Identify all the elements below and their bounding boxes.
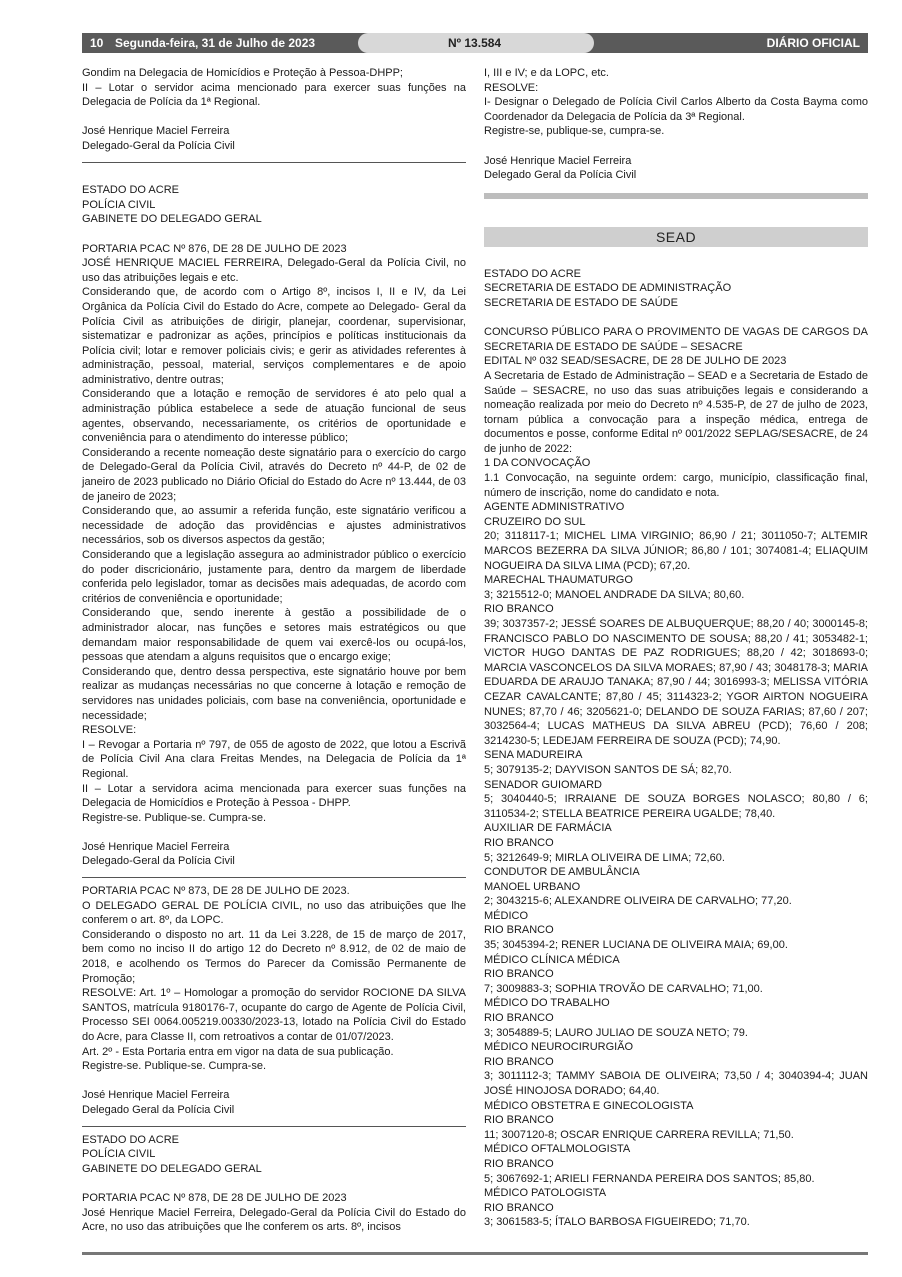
edital-line: A Secretaria de Estado de Administração – SEAD e a Secretaria de Estado de Saúde – SESACRE, no uso das suas atribuições legais e considerando a nomeação realizada por meio do Decreto nº 4.535-P, de 27 de julho de 2023, tornam pública a convocação para a inspeção médica, entrega de documentos e posse, conforme Edital nº 001/2022 SEPLAG/SESACRE, de 24 de junho de 2022: [484,369,868,455]
edital-line: SENADOR GUIOMARD [484,778,602,791]
paragraph: Considerando que, dentro dessa perspectiva, este signatário houve por bem realizar as mudanças necessárias no que concerne à lotação e remoção de servidores nas unidades policiais, com base na conveniência, oportunidade e necessidade; [82,665,466,722]
edital-line: EDITAL Nº 032 SEAD/SESACRE, DE 28 DE JULHO DE 2023 [484,355,787,368]
paragraph: Considerando a recente nomeação deste signatário para o exercício do cargo de Delegado-Geral da Polícia Civil, através do Decreto nº 44-P, de 02 de janeiro de 2023 publicado no Diário Oficial do Estado do Acre nº 13.444, de 03 de janeiro de 2023; [82,446,466,503]
portaria-title: PORTARIA PCAC Nº 878, DE 28 DE JULHO DE 2023 [82,1191,347,1204]
paragraph: Considerando que a legislação assegura ao administrador público o exercício do poder discricionário, justamente para, dentro da margem de liberdade conferida pelo legislador, tomar as decisões mais adequadas, de acordo com critérios de conveniência e oportunidade; [82,549,466,605]
portaria-873 [82,884,466,1118]
edital-line: MÉDICO OFTALMOLOGISTA [484,1143,631,1156]
edital-line: 3; 3054889-5; LAURO JULIAO DE SOUZA NETO; 79. [484,1026,748,1039]
paragraph: I – Revogar a Portaria nº 797, de 055 de agosto de 2022, que lotou a Escrivã de Polícia Civil Ana clara Freitas Mendes, na Delegacia de Polícia da 1ª Regional. [82,738,466,780]
edital-line: 2; 3043215-6; ALEXANDRE OLIVEIRA DE CARVALHO; 77,20. [484,895,792,908]
paragraph: Considerando que, de acordo com o Artigo 8º, incisos I, II e IV, da Lei Orgânica da Polícia Civil do Estado do Acre, compete ao Delegado- Geral da Polícia Civil as atribuições de dirigir, planejar, coordenar, supervisionar, sistematizar e padronizar as ações, princípios e políticas institucionais da Polícia civil; lotar e remover policiais civis; e gerir as atividades referentes à administração, pessoal, material, serviços complementares e de apoio administrativo, dentre outras; [82,286,466,386]
edital-line: MÉDICO PATOLOGISTA [484,1187,607,1200]
paragraph: Considerando o disposto no art. 11 da Lei 3.228, de 15 de março de 2017, bem como no inciso II do artigo 12 do Decreto nº 8.912, de 02 de maio de 2018, e acolhendo os Termos do Parecer da Comissão Permanente de Promoção; [82,928,466,985]
signature-role: Delegado-Geral da Polícia Civil [82,139,235,152]
paragraph: Registre-se, publique-se, cumpra-se. [484,125,665,138]
edital-line: MÉDICO DO TRABALHO [484,997,610,1010]
paragraph: Considerando que, sendo inerente à gestão a possibilidade de o administrador alocar, nas funções e setores mais estratégicos ou que demandam maior responsabilidade de quem vai exercê-los ou ocupá-los, pessoas que atendam a alguns requisitos que o encargo exige; [82,607,466,664]
publication-title: DIÁRIO OFICIAL [766,36,860,50]
paragraph: I, III e IV; e da LOPC, etc. [484,67,609,79]
paragraph: Considerando que, ao assumir a referida função, este signatário verificou a necessidade de adoção das providências e ajustes administrativos necessários, sob os diversos aspectos da gestão; [82,505,466,547]
divider [82,877,466,878]
edital-line: RIO BRANCO [484,836,554,849]
edital-line: 5; 3079135-2; DAYVISON SANTOS DE SÁ; 82,70. [484,763,732,776]
edital-line: MÉDICO [484,909,528,922]
edital-line: 3; 3061583-5; ÍTALO BARBOSA FIGUEIREDO; 71,70. [484,1216,750,1229]
edital-line: MÉDICO OBSTETRA E GINECOLOGISTA [484,1099,694,1112]
edital-line: RIO BRANCO [484,968,554,981]
org-heading: GABINETE DO DELEGADO GERAL [82,1162,262,1175]
text-line: II – Lotar o servidor acima mencionado para exercer suas funções na Delegacia de Polícia da 1ª Regional. [82,81,466,109]
issue-date: Segunda-feira, 31 de Julho de 2023 [115,36,316,50]
signature-role: Delegado Geral da Polícia Civil [484,169,637,182]
section-heading-sead: SEAD [484,227,868,247]
signature-name: José Henrique Maciel Ferreira [82,1089,230,1102]
paragraph: Considerando que a lotação e remoção de servidores é ato pelo qual a administração pública estabelece a sede de atuação funcional de seus agentes, observando, necessariamente, os critérios de oportunidade e conveniência para o atendimento do interesse público; [82,388,466,445]
edital-line: 11; 3007120-8; OSCAR ENRIQUE CARRERA REVILLA; 71,50. [484,1128,794,1141]
edital-line: CRUZEIRO DO SUL [484,515,586,528]
portaria-title: PORTARIA PCAC Nº 873, DE 28 DE JULHO DE 2023. [82,885,350,898]
org-heading: ESTADO DO ACRE [484,267,581,280]
paragraph: RESOLVE: [484,81,539,94]
edital-line: 5; 3040440-5; IRRAIANE DE SOUZA BORGES NOLASCO; 80,80 / 6; 3110534-2; STELLA BEATRICE PEREIRA UGALDE; 78,40. [484,793,868,820]
edital-line: AUXILIAR DE FARMÁCIA [484,822,612,835]
edital-line: 20; 3118117-1; MICHEL LIMA VIRGINIO; 86,90 / 21; 3011050-7; ALTEMIR MARCOS BEZERRA DA SILVA JÚNIOR; 86,80 / 101; 3074081-4; ELIAQUIM NOGUEIRA DA SILVA LIMA (PCD); 67,20. [484,530,868,572]
paragraph: RESOLVE: Art. 1º – Homologar a promoção do servidor ROCIONE DA SILVA SANTOS, matrícula 9180176-7, ocupante do cargo de Agente de Polícia Civil, Processo SEI 0064.005219.00330/2023-13, lotado na Polícia Civil do Estado do Acre, para Classe II, com retroativos a contar de 01/07/2023. [82,987,466,1043]
portaria-878 [82,1133,466,1235]
signature-name: José Henrique Maciel Ferreira [82,840,230,853]
edital-line: 1.1 Convocação, na seguinte ordem: cargo, município, classificação final, número de inscrição, nome do candidato e nota. [484,472,868,499]
edital-line: 35; 3045394-2; RENER LUCIANA DE OLIVEIRA MAIA; 69,00. [484,939,788,952]
edital-line: MANOEL URBANO [484,880,581,893]
edital-line: 39; 3037357-2; JESSÉ SOARES DE ALBUQUERQUE; 88,20 / 40; 3000145-8; FRANCISCO PABLO DO NASCIMENTO DE SOUSA; 88,20 / 41; 3053482-1; VICTOR HUGO DANTAS DE PAZ RODRIGUES; 88,20 / 42; 3018693-0; MARCIA VASCONCELOS DA SILVA MORAES; 87,90 / 43; 3048178-3; MARIA EDUARDA DE ARAUJO TANAKA; 87,90 / 44; 3016993-3; MELISSA VITÓRIA CEZAR CAVALCANTE; 87,80 / 45; 3114323-2; YGOR AIRTON NOGUEIRA NUNES; 87,70 / 46; 3205621-0; DELANDO DE SOUZA FARIAS; 87,60 / 207; 3032564-4; LUCAS MATHEUS DA SILVA ABREU (PCD); 76,60 / 208; 3214230-5; LEDEJAM FERREIRA DE SOUZA (PCD); 74,90. [484,618,868,747]
signature-role: Delegado Geral da Polícia Civil [82,1103,235,1116]
paragraph: Registre-se. Publique-se. Cumpra-se. [82,1060,267,1073]
right-column [484,66,868,1230]
paragraph: José Henrique Maciel Ferreira, Delegado-Geral da Polícia Civil do Estado do Acre, no uso das atribuições que lhe conferem os arts. 8º, incisos [82,1206,466,1234]
org-heading: POLÍCIA CIVIL [82,1148,156,1161]
edital-line: RIO BRANCO [484,1055,554,1068]
paragraph: JOSÉ HENRIQUE MACIEL FERREIRA, Delegado-Geral da Polícia Civil, no uso das atribuições legais e etc. [82,257,466,284]
signature-name: José Henrique Maciel Ferreira [484,154,632,167]
divider [82,1126,466,1127]
divider [82,162,466,163]
paragraph: II – Lotar a servidora acima mencionada para exercer suas funções na Delegacia de Homicídios e Proteção à Pessoa - DHPP. [82,782,466,810]
org-heading: ESTADO DO ACRE [82,184,179,197]
footer-rule [82,1252,868,1255]
edital-line: 3; 3215512-0; MANOEL ANDRADE DA SILVA; 80,60. [484,588,745,601]
edital-line: RIO BRANCO [484,924,554,937]
page-number: 10 [90,36,104,50]
edital-line: RIO BRANCO [484,1012,554,1025]
edital-line: AGENTE ADMINISTRATIVO [484,501,625,514]
issue-number: Nº 13.584 [448,36,502,50]
paragraph: I- Designar o Delegado de Polícia Civil Carlos Alberto da Costa Bayma como Coordenador da Delegacia de Polícia da 3ª Regional. [484,96,868,123]
edital-line: RIO BRANCO [484,1114,554,1127]
paragraph: RESOLVE: [82,724,137,737]
portaria-876 [82,169,466,870]
designation-block [484,66,868,183]
paragraph: Art. 2º - Esta Portaria entra em vigor na data de sua publicação. [82,1045,394,1058]
edital-line: 7; 3009883-3; SOPHIA TROVÃO DE CARVALHO; 71,00. [484,982,763,995]
edital-line: MARECHAL THAUMATURGO [484,574,633,587]
text-line: Gondim na Delegacia de Homicídios e Proteção à Pessoa-DHPP; [82,67,403,79]
paragraph: Registre-se. Publique-se. Cumpra-se. [82,811,267,824]
edital-line: RIO BRANCO [484,1201,554,1214]
edital-line: 5; 3212649-9; MIRLA OLIVEIRA DE LIMA; 72,60. [484,851,725,864]
edital-body [484,325,868,1230]
edital-line: RIO BRANCO [484,1157,554,1170]
portaria-title: PORTARIA PCAC Nº 876, DE 28 DE JULHO DE 2023 [82,242,347,255]
org-heading: SECRETARIA DE ESTADO DE ADMINISTRAÇÃO [484,282,732,295]
section-separator [484,193,868,199]
edital-line: MÉDICO CLÍNICA MÉDICA [484,953,620,966]
edital-line: 3; 3011112-3; TAMMY SABOIA DE OLIVEIRA; 73,50 / 4; 3040394-4; JUAN JOSÉ HINOJOSA DORADO; 64,40. [484,1070,868,1097]
edital-032 [484,267,868,1230]
org-heading: POLÍCIA CIVIL [82,198,156,211]
edital-line: 1 DA CONVOCAÇÃO [484,457,591,470]
signature-role: Delegado-Geral da Polícia Civil [82,855,235,868]
left-column [82,66,466,1235]
edital-line: RIO BRANCO [484,603,554,616]
edital-line: CONCURSO PÚBLICO PARA O PROVIMENTO DE VAGAS DE CARGOS DA SECRETARIA DE ESTADO DE SAÚDE – SESACRE [484,326,868,353]
edital-line: CONDUTOR DE AMBULÂNCIA [484,866,640,879]
org-heading: SECRETARIA DE ESTADO DE SAÚDE [484,296,678,309]
edital-line: MÉDICO NEUROCIRURGIÃO [484,1041,634,1054]
paragraph: O DELEGADO GERAL DE POLÍCIA CIVIL, no uso das atribuições que lhe conferem o art. 8º, da LOPC. [82,899,466,927]
org-heading: GABINETE DO DELEGADO GERAL [82,213,262,226]
edital-line: 5; 3067692-1; ARIELI FERNANDA PEREIRA DOS SANTOS; 85,80. [484,1172,815,1185]
page-header [82,33,868,53]
edital-line: SENA MADUREIRA [484,749,583,762]
signature-name: José Henrique Maciel Ferreira [82,125,230,138]
block-dhpp-end [82,66,466,154]
org-heading: ESTADO DO ACRE [82,1133,179,1146]
